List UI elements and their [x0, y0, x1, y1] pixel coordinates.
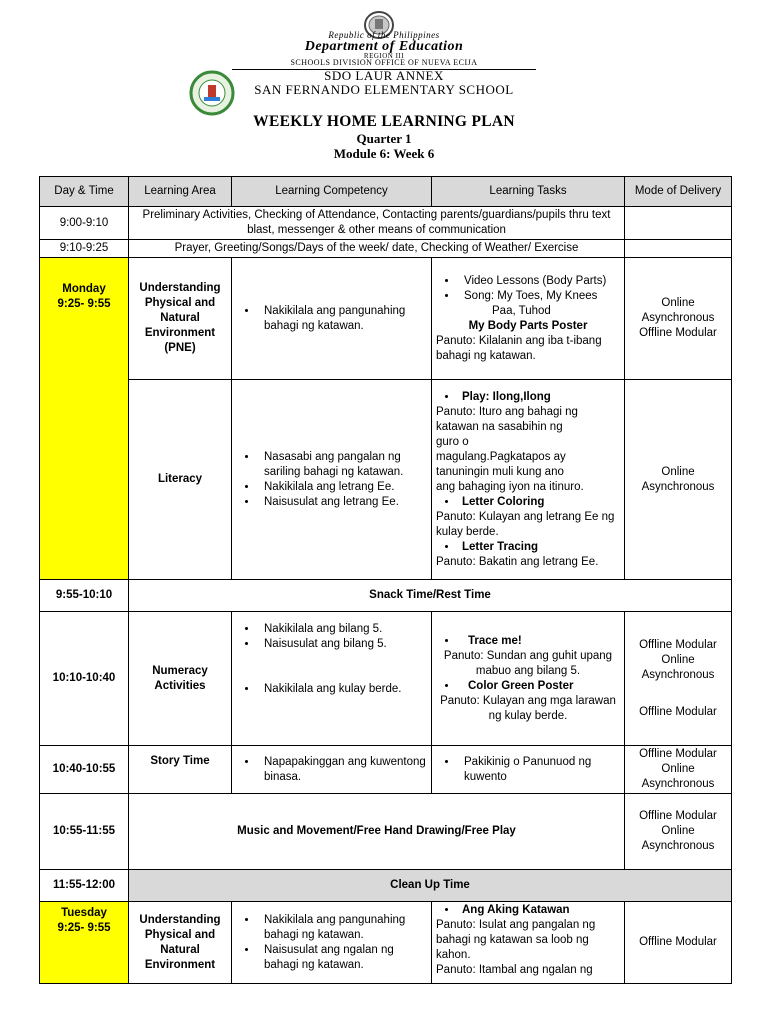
- learning-area-cell: Numeracy Activities: [129, 612, 232, 746]
- tasks-cell: [432, 258, 625, 380]
- time-cell: 10:10-10:40: [40, 612, 129, 746]
- competency-cell: [232, 612, 432, 746]
- competency-cell: [232, 902, 432, 984]
- competency-cell: [232, 258, 432, 380]
- competency-cell: [232, 380, 432, 580]
- spacer: [236, 652, 427, 682]
- mode-cell: Offline Modular Online Asynchronous: [625, 794, 732, 870]
- list-item: • Napapakinggan ang kuwentong binasa.: [258, 755, 427, 785]
- learning-area-cell: Literacy: [129, 380, 232, 580]
- annex-line: SDO LAUR ANNEX: [324, 68, 444, 83]
- list-item: • Nakikilala ang pangunahing bahagi ng katawan.: [258, 913, 427, 943]
- table-row: [40, 902, 732, 984]
- list-item: • Nakikilala ang kulay berde.: [258, 682, 427, 697]
- tuesday-day-cell: [40, 902, 129, 984]
- task-title: My Body Parts Poster: [468, 319, 588, 332]
- time-cell: 11:55-12:00: [40, 870, 129, 902]
- header-tasks: Learning Tasks: [432, 177, 625, 207]
- day-label: Monday: [62, 283, 106, 295]
- department-line: Department of Education: [304, 39, 464, 54]
- task-title: • Color Green Poster: [458, 679, 620, 694]
- table-row: [40, 207, 732, 240]
- tasks-cell: [432, 902, 625, 984]
- quarter-line: Quarter 1: [356, 131, 412, 146]
- prayer-text: Prayer, Greeting/Songs/Days of the week/ date, Checking of Weather/ Exercise: [129, 240, 625, 258]
- list-item: • Nakikilala ang letrang Ee.: [258, 480, 427, 495]
- learning-area-cell: Story Time: [129, 746, 232, 794]
- time-cell: 10:40-10:55: [40, 746, 129, 794]
- letterhead: [0, 0, 768, 170]
- task-title: • Ang Aking Katawan: [458, 903, 620, 918]
- header-competency: Learning Competency: [232, 177, 432, 207]
- task-panuto: Panuto: Bakatin ang letrang Ee.: [436, 555, 599, 568]
- list-item: • Nakikilala ang pangunahing bahagi ng katawan.: [258, 304, 427, 334]
- day-time: 9:25- 9:55: [57, 922, 111, 934]
- learning-area-cell: Understanding Physical and Natural Environment: [129, 902, 232, 984]
- tasks-cell: [432, 612, 625, 746]
- learning-area-cell: Understanding Physical and Natural Environment (PNE): [129, 258, 232, 380]
- monday-day-cell: [40, 258, 129, 580]
- table-row: [40, 580, 732, 612]
- cleanup-text: Clean Up Time: [129, 870, 732, 902]
- mode-cell: Offline Modular: [625, 902, 732, 984]
- day-time: 9:25- 9:55: [57, 298, 111, 310]
- competency-cell: [232, 746, 432, 794]
- division-line: SCHOOLS DIVISION OFFICE OF NUEVA ECIJA: [290, 58, 478, 67]
- region-line: REGION III: [363, 52, 405, 60]
- list-item: • Naisusulat ang bilang 5.: [258, 637, 427, 652]
- time-cell: 9:55-10:10: [40, 580, 129, 612]
- time-cell: 9:10-9:25: [40, 240, 129, 258]
- mode-text: Offline Modular Online Asynchronous: [639, 638, 717, 681]
- spacer: [629, 683, 727, 705]
- header-mode: Mode of Delivery: [625, 177, 732, 207]
- task-title: • Trace me!: [458, 634, 620, 649]
- task-panuto: Panuto: Kilalanin ang iba t-ibang bahagi ng katawan.: [436, 334, 602, 362]
- table-row: [40, 870, 732, 902]
- task-panuto: Panuto: Itambal ang ngalan ng: [436, 964, 593, 976]
- table-row: [40, 612, 732, 746]
- music-text: Music and Movement/Free Hand Drawing/Free Play: [129, 794, 625, 870]
- table-row: [40, 794, 732, 870]
- module-line: Module 6: Week 6: [333, 146, 435, 161]
- table-row: [40, 746, 732, 794]
- task-panuto: Panuto: Sundan ang guhit upang mabuo ang bilang 5.: [443, 649, 613, 677]
- time-cell: 10:55-11:55: [40, 794, 129, 870]
- header-day-time: Day & Time: [40, 177, 129, 207]
- republic-line: Republic of the Philippines: [328, 30, 440, 40]
- task-song-cont: Paa, Tuhod: [492, 304, 551, 317]
- list-item: • Nasasabi ang pangalan ng sariling bahagi ng katawan.: [258, 450, 427, 480]
- list-item: • Song: My Toes, My Knees: [458, 289, 620, 304]
- school-name: SAN FERNANDO ELEMENTARY SCHOOL: [254, 82, 514, 97]
- task-title: • Letter Coloring: [458, 495, 620, 510]
- table-row: [40, 380, 732, 580]
- prelim-text: Preliminary Activities, Checking of Attendance, Contacting parents/guardians/pupils thru text blast, messenger & other means of communication: [129, 207, 625, 240]
- mode-cell: [625, 612, 732, 746]
- task-panuto: Panuto: Kulayan ang letrang Ee ng kulay berde.: [436, 510, 615, 538]
- task-title: • Play: Ilong,Ilong: [458, 390, 620, 405]
- list-item: • Naisusulat ang letrang Ee.: [258, 495, 427, 510]
- day-label: Tuesday: [61, 907, 107, 919]
- list-item: • Nakikilala ang bilang 5.: [258, 622, 427, 637]
- mode-cell: [625, 207, 732, 240]
- task-title: • Letter Tracing: [458, 540, 620, 555]
- list-item: • Video Lessons (Body Parts): [458, 274, 620, 289]
- learning-plan-table: [39, 176, 732, 984]
- mode-cell: Online Asynchronous Offline Modular: [625, 258, 732, 380]
- snack-text: Snack Time/Rest Time: [129, 580, 732, 612]
- task-panuto: Panuto: Isulat ang pangalan ng bahagi ng katawan sa loob ng kahon.: [436, 919, 596, 961]
- mode-cell: [625, 240, 732, 258]
- plan-title: WEEKLY HOME LEARNING PLAN: [253, 113, 515, 130]
- header-learning-area: Learning Area: [129, 177, 232, 207]
- table-header-row: [40, 177, 732, 207]
- task-panuto: Panuto: Ituro ang bahagi ng katawan na sasabihin ng guro o magulang.Pagkatapos ay tanuningin muli kung ano ang bahaging iyon na itinuro.: [436, 405, 584, 493]
- table-row: [40, 240, 732, 258]
- list-item: • Pakikinig o Panunuod ng kuwento: [458, 755, 620, 785]
- table-row: [40, 258, 732, 380]
- mode-text: Offline Modular: [639, 705, 717, 718]
- tasks-cell: [432, 746, 625, 794]
- mode-cell: Online Asynchronous: [625, 380, 732, 580]
- list-item: • Naisusulat ang ngalan ng bahagi ng katawan.: [258, 943, 427, 973]
- mode-cell: Offline Modular Online Asynchronous: [625, 746, 732, 794]
- tasks-cell: [432, 380, 625, 580]
- time-cell: 9:00-9:10: [40, 207, 129, 240]
- task-panuto: Panuto: Kulayan ang mga larawan ng kulay berde.: [440, 694, 616, 722]
